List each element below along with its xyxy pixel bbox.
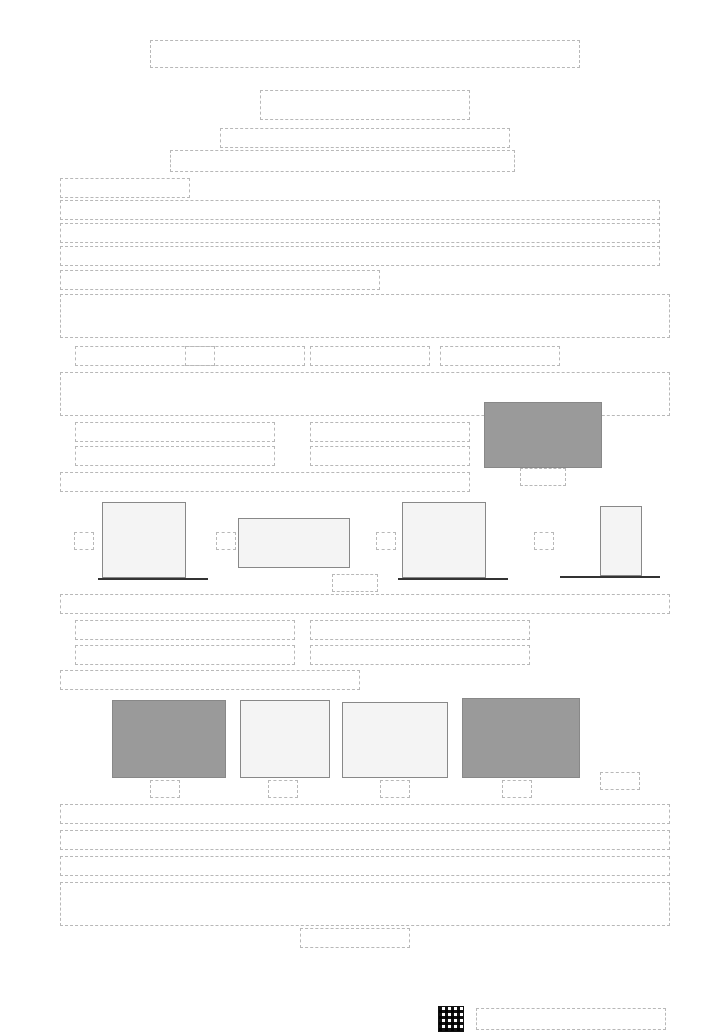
question-options	[60, 856, 670, 876]
figure-1-photo	[484, 402, 602, 468]
instructions-heading	[60, 178, 190, 198]
figure-label	[216, 532, 236, 550]
figure-caption	[600, 772, 640, 790]
panel-label	[268, 780, 298, 798]
figure-label	[534, 532, 554, 550]
instruction-item	[60, 200, 660, 220]
measurement-figure-a	[102, 502, 186, 578]
question-options	[440, 346, 560, 366]
section-heading	[60, 270, 380, 290]
score-and-time	[220, 128, 510, 148]
ground-line	[98, 578, 208, 580]
question-options	[60, 882, 670, 926]
instruction-item	[60, 246, 660, 266]
watermark	[476, 1008, 666, 1030]
question-options	[310, 446, 470, 466]
question-options	[75, 422, 275, 442]
question-options	[185, 346, 305, 366]
figure-caption	[332, 574, 378, 592]
question-options	[60, 804, 670, 824]
figure-label	[74, 532, 94, 550]
question-options	[60, 830, 670, 850]
measurement-figure-c	[402, 502, 486, 578]
exam-title	[150, 40, 580, 68]
question-options	[75, 620, 295, 640]
student-fields	[170, 150, 515, 172]
question-options	[310, 422, 470, 442]
question-options	[310, 620, 530, 640]
measurement-figure-d	[600, 506, 642, 576]
page-number	[300, 928, 410, 948]
question-options	[75, 645, 295, 665]
question-stem	[60, 594, 670, 614]
qr-code-icon	[438, 1006, 464, 1032]
question-stem	[60, 294, 670, 338]
panel-label	[150, 780, 180, 798]
figure-3-panel-bing	[342, 702, 448, 778]
ground-line	[398, 578, 508, 580]
question-options	[310, 346, 430, 366]
subject-title	[260, 90, 470, 120]
panel-label	[502, 780, 532, 798]
measurement-figure-b	[238, 518, 350, 568]
question-options	[75, 446, 275, 466]
instruction-item	[60, 223, 660, 243]
question-options	[310, 645, 530, 665]
figure-3-panel-ding	[462, 698, 580, 778]
figure-label	[376, 532, 396, 550]
panel-label	[380, 780, 410, 798]
figure-3-panel-yi	[240, 700, 330, 778]
ground-line	[560, 576, 660, 578]
question-stem	[60, 472, 470, 492]
figure-3-panel-jia	[112, 700, 226, 778]
figure-caption	[520, 468, 566, 486]
question-stem	[60, 670, 360, 690]
